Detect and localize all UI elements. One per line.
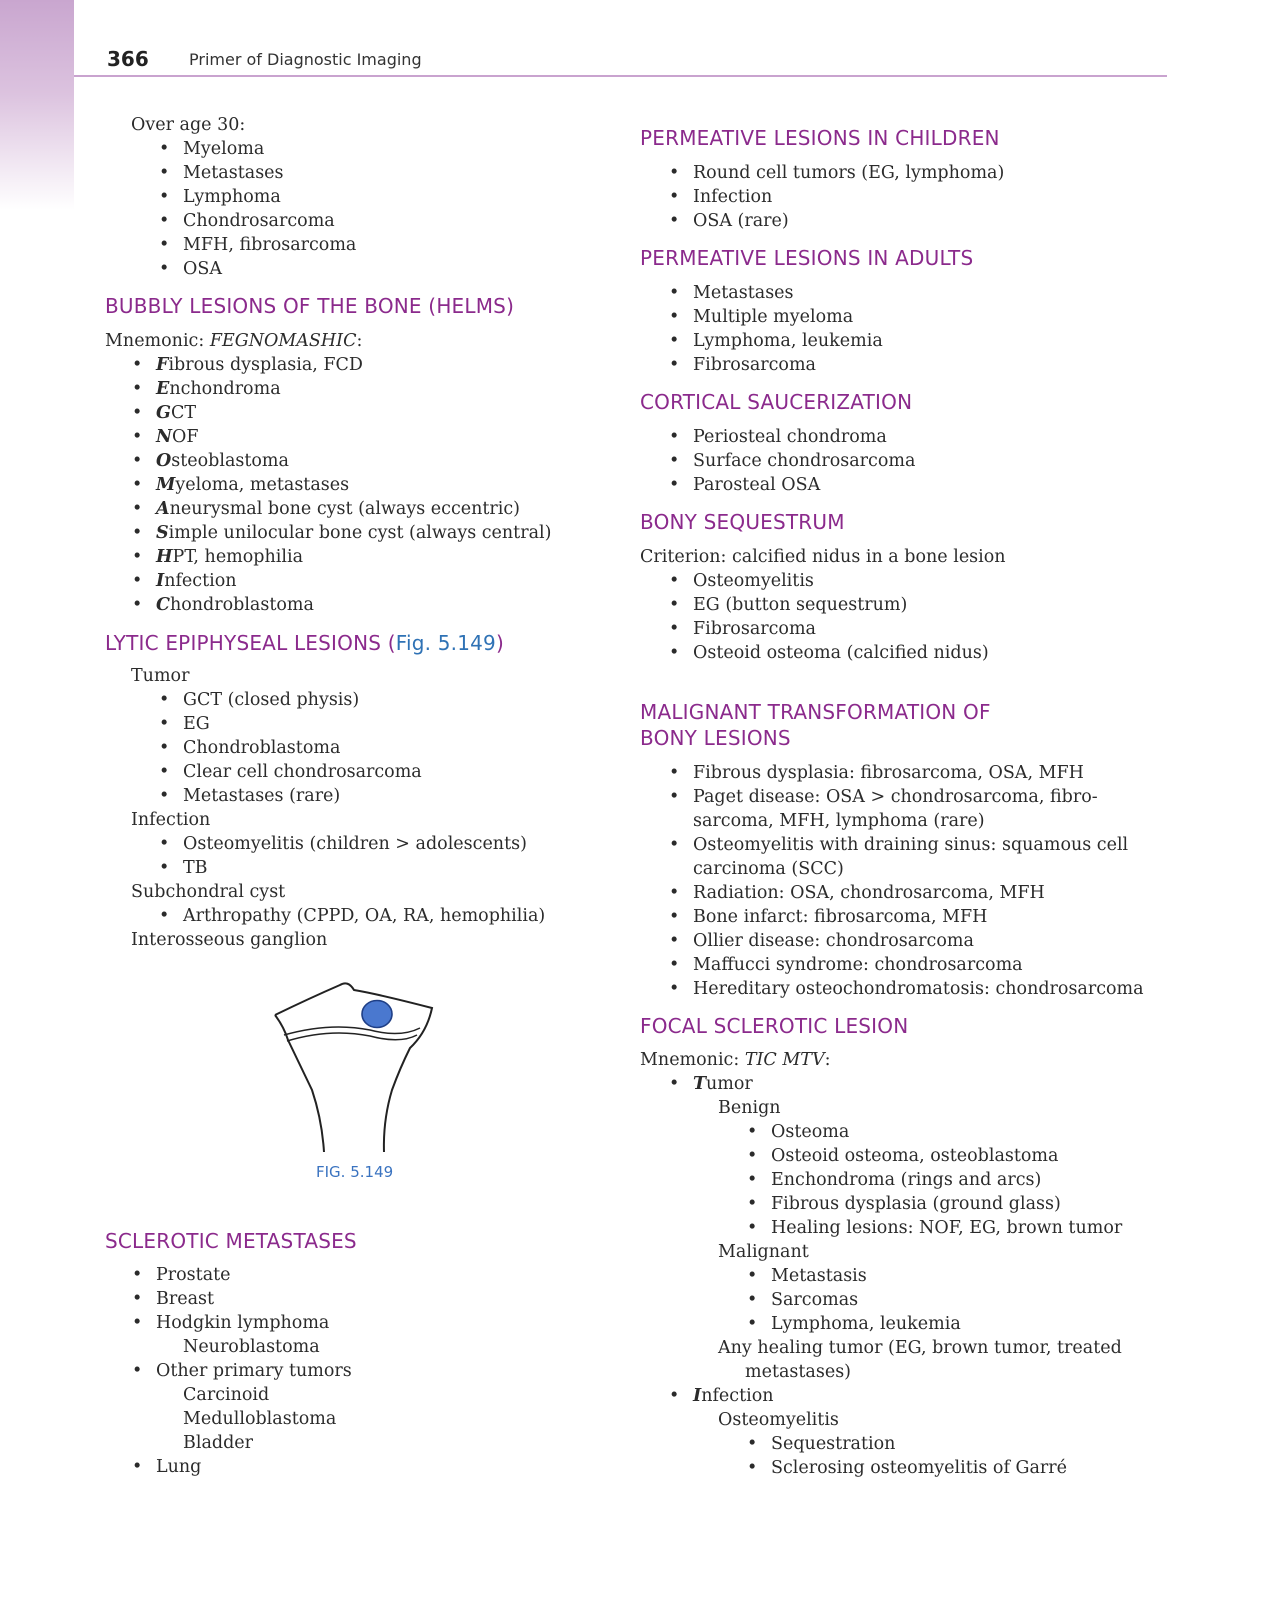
section-heading-cortical: CORTICAL SAUCERIZATION xyxy=(640,390,913,414)
epiphysis-diagram xyxy=(270,980,440,1160)
bone-outline-right xyxy=(275,983,432,1152)
list-item: • EG xyxy=(183,712,210,736)
list-item: • Osteomyelitis xyxy=(693,569,814,593)
mnemonic-line xyxy=(640,1048,831,1072)
list-item: • Breast xyxy=(156,1287,214,1311)
list-item: • Arthropathy (CPPD, OA, RA, hemophilia) xyxy=(183,904,545,928)
list-item: • Bone infarct: fibrosarcoma, MFH xyxy=(693,905,987,929)
item-text: hondroblastoma xyxy=(169,595,314,615)
header-rule xyxy=(74,75,1167,77)
list-item: • Infection xyxy=(693,185,772,209)
figure-reference-link[interactable]: Fig. 5.149 xyxy=(395,631,496,655)
mnemonic-letter: T xyxy=(693,1074,707,1094)
list-item: • GCT (closed physis) xyxy=(183,688,359,712)
list-item: • Myeloma xyxy=(183,137,264,161)
subheading-osteomyelitis: Osteomyelitis xyxy=(718,1410,839,1430)
list-item: • Metastases xyxy=(693,281,794,305)
list-item: • Surface chondrosarcoma xyxy=(693,449,915,473)
list-item xyxy=(156,545,303,569)
subheading-infection: Infection xyxy=(131,810,211,830)
section-heading-sequestrum: BONY SEQUESTRUM xyxy=(640,510,845,534)
list-item: • Round cell tumors (EG, lymphoma) xyxy=(693,161,1004,185)
list-item: • Osteomyelitis with draining sinus: squamous cell xyxy=(693,833,1128,857)
item-text: nfection xyxy=(701,1386,774,1406)
sub-item: Neuroblastoma xyxy=(183,1337,320,1357)
mnemonic-suffix: : xyxy=(824,1050,831,1070)
list-item: • Clear cell chondrosarcoma xyxy=(183,760,422,784)
list-item: • Metastases (rare) xyxy=(183,784,340,808)
list-item: • Fibrous dysplasia: fibrosarcoma, OSA, MFH xyxy=(693,761,1084,785)
item-text: umor xyxy=(706,1074,753,1094)
list-item xyxy=(156,521,551,545)
section-heading-perm-children: PERMEATIVE LESIONS IN CHILDREN xyxy=(640,126,1000,150)
list-item xyxy=(693,1072,753,1096)
list-item: • Metastases xyxy=(183,161,284,185)
list-item: • Lymphoma xyxy=(183,185,281,209)
list-item: • Hodgkin lymphoma xyxy=(156,1311,329,1335)
item-text: yeloma, metastases xyxy=(175,475,350,495)
mnemonic-letter: N xyxy=(156,427,172,447)
subheading-benign: Benign xyxy=(718,1098,781,1118)
item-text: PT, hemophilia xyxy=(172,547,304,567)
list-item: • Osteomyelitis (children > adolescents) xyxy=(183,832,527,856)
mnemonic-word: TIC MTV xyxy=(744,1050,825,1070)
section-heading-focal: FOCAL SCLEROTIC LESION xyxy=(640,1014,909,1038)
mnemonic-letter: O xyxy=(156,451,172,471)
list-item: • Prostate xyxy=(156,1263,231,1287)
bone-outline-left xyxy=(275,1015,324,1152)
mnemonic-letter: I xyxy=(156,571,165,591)
mnemonic-letter: F xyxy=(156,355,169,375)
item-text: OF xyxy=(172,427,199,447)
mnemonic-letter: C xyxy=(156,595,170,615)
healing-tumor-line: Any healing tumor (EG, brown tumor, treated xyxy=(718,1338,1122,1358)
list-item: • Ollier disease: chondrosarcoma xyxy=(693,929,974,953)
list-item: • EG (button sequestrum) xyxy=(693,593,907,617)
mnemonic-letter: E xyxy=(156,379,170,399)
mnemonic-letter: I xyxy=(693,1386,702,1406)
mnemonic-suffix: : xyxy=(356,331,363,351)
list-item: • Enchondroma (rings and arcs) xyxy=(771,1168,1041,1192)
list-item xyxy=(156,497,520,521)
sub-item: Carcinoid xyxy=(183,1385,270,1405)
section-heading-lytic xyxy=(105,630,504,656)
section-heading-perm-adults: PERMEATIVE LESIONS IN ADULTS xyxy=(640,246,974,270)
figure-caption: FIG. 5.149 xyxy=(316,1163,394,1181)
item-text: ibrous dysplasia, FCD xyxy=(168,355,363,375)
list-item-continuation: sarcoma, MFH, lymphoma (rare) xyxy=(693,811,985,831)
list-item: • Hereditary osteochondromatosis: chondrosarcoma xyxy=(693,977,1144,1001)
list-item: • Fibrosarcoma xyxy=(693,617,816,641)
list-item: • Osteoid osteoma (calcified nidus) xyxy=(693,641,989,665)
item-text: steoblastoma xyxy=(171,451,289,471)
list-item: • Sequestration xyxy=(771,1432,895,1456)
healing-tumor-continuation: metastases) xyxy=(745,1362,852,1382)
list-item-continuation: carcinoma (SCC) xyxy=(693,859,844,879)
list-item: • Metastasis xyxy=(771,1264,867,1288)
list-item: • Sclerosing osteomyelitis of Garré xyxy=(771,1456,1067,1480)
list-item: • OSA xyxy=(183,257,222,281)
section-heading-bubbly: BUBBLY LESIONS OF THE BONE (HELMS) xyxy=(105,294,515,318)
list-item xyxy=(156,449,289,473)
list-item: • Sarcomas xyxy=(771,1288,858,1312)
item-text: nchondroma xyxy=(169,379,281,399)
list-item xyxy=(156,569,237,593)
mnemonic-letter: S xyxy=(156,523,169,543)
mnemonic-label: Mnemonic: xyxy=(105,331,210,351)
mnemonic-letter: M xyxy=(156,475,176,495)
list-item xyxy=(156,353,363,377)
list-item: • Periosteal chondroma xyxy=(693,425,887,449)
heading-close: ) xyxy=(495,631,504,655)
list-item: • Osteoma xyxy=(771,1120,849,1144)
list-item: • MFH, fibrosarcoma xyxy=(183,233,356,257)
list-item: • OSA (rare) xyxy=(693,209,789,233)
mnemonic-letter: A xyxy=(156,499,170,519)
subheading-tumor: Tumor xyxy=(131,666,190,686)
criterion-line: Criterion: calcified nidus in a bone lesion xyxy=(640,547,1006,567)
lytic-lesion-marker xyxy=(362,1001,392,1028)
list-item: • Lymphoma, leukemia xyxy=(771,1312,961,1336)
item-text: CT xyxy=(170,403,197,423)
list-item: • Osteoid osteoma, osteoblastoma xyxy=(771,1144,1058,1168)
item-text: neurysmal bone cyst (always eccentric) xyxy=(169,499,520,519)
section-heading-malignant-line2: BONY LESIONS xyxy=(640,726,791,750)
sub-item: Bladder xyxy=(183,1433,254,1453)
subheading-subchondral: Subchondral cyst xyxy=(131,882,286,902)
list-item: • Fibrous dysplasia (ground glass) xyxy=(771,1192,1061,1216)
mnemonic-letter: G xyxy=(156,403,171,423)
figure-epiphysis-diagram xyxy=(270,980,440,1160)
list-item xyxy=(156,473,349,497)
list-item: • Lymphoma, leukemia xyxy=(693,329,883,353)
list-item: • Fibrosarcoma xyxy=(693,353,816,377)
list-item: • Lung xyxy=(156,1455,201,1479)
list-item: • Paget disease: OSA > chondrosarcoma, fibro- xyxy=(693,785,1098,809)
mnemonic-letter: H xyxy=(156,547,173,567)
section-heading-sclerotic-mets: SCLEROTIC METASTASES xyxy=(105,1229,357,1253)
list-item: • Healing lesions: NOF, EG, brown tumor xyxy=(771,1216,1122,1240)
page-number: 366 xyxy=(107,47,149,71)
subheading-ganglion: Interosseous ganglion xyxy=(131,930,328,950)
list-item: • Chondrosarcoma xyxy=(183,209,335,233)
section-heading-malignant: MALIGNANT TRANSFORMATION OF xyxy=(640,700,991,724)
running-header xyxy=(107,47,1167,75)
page-corner-tab xyxy=(0,0,74,210)
list-item xyxy=(156,593,314,617)
list-item: • Other primary tumors xyxy=(156,1359,352,1383)
list-item: • Chondroblastoma xyxy=(183,736,340,760)
list-item: • Radiation: OSA, chondrosarcoma, MFH xyxy=(693,881,1045,905)
heading-text: LYTIC EPIPHYSEAL LESIONS ( xyxy=(105,631,396,655)
item-text: imple unilocular bone cyst (always central) xyxy=(168,523,552,543)
list-item xyxy=(693,1384,774,1408)
item-text: nfection xyxy=(164,571,237,591)
subheading-malignant: Malignant xyxy=(718,1242,809,1262)
list-item xyxy=(156,401,196,425)
list-item: • Parosteal OSA xyxy=(693,473,820,497)
over-age-label: Over age 30: xyxy=(131,115,246,135)
list-item: • TB xyxy=(183,856,208,880)
list-item: • Multiple myeloma xyxy=(693,305,853,329)
mnemonic-word: FEGNOMASHIC xyxy=(209,331,357,351)
running-title: Primer of Diagnostic Imaging xyxy=(189,50,422,69)
mnemonic-line xyxy=(105,329,362,353)
mnemonic-label: Mnemonic: xyxy=(640,1050,745,1070)
list-item xyxy=(156,377,281,401)
sub-item: Medulloblastoma xyxy=(183,1409,337,1429)
list-item: • Maffucci syndrome: chondrosarcoma xyxy=(693,953,1023,977)
list-item xyxy=(156,425,199,449)
